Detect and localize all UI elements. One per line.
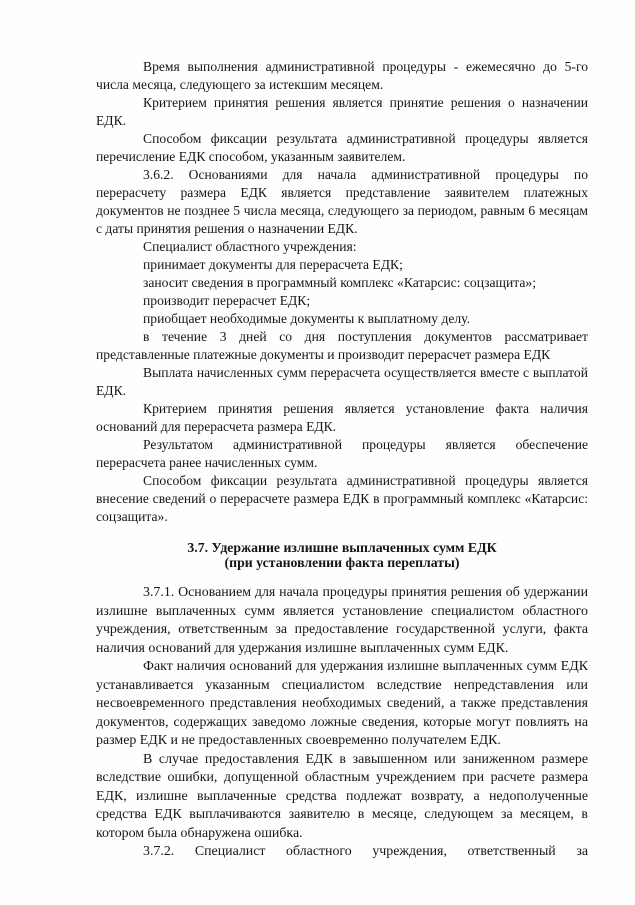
paragraph: Факт наличия оснований для удержания излишне выплаченных сумм ЕДК устанавливается указанным специалистом вследствие непредставления или несвоевременного представления необходимых сведений, а также представления документов, содержащих заведомо ложные сведения, которые могут повлиять на размер ЕДК и не предоставленных своевременно получателем ЕДК. — [96, 659, 588, 748]
paragraph: 3.6.2. Основаниями для начала административной процедуры по перерасчету размера ЕДК является представление заявителем платежных документов не позднее 5 числа месяца, следующего за периодом, равным 6 месяцам с даты принятия решения о назначении ЕДК. — [96, 167, 588, 236]
list-item: Специалист областного учреждения: — [143, 239, 357, 254]
paragraph: Результатом административной процедуры является обеспечение перерасчета ранее начисленных сумм. — [96, 437, 588, 470]
document-body — [96, 58, 588, 862]
list-item: производит перерасчет ЕДК; — [143, 293, 311, 308]
list-item: приобщает необходимые документы к выплатному делу. — [143, 311, 471, 326]
section-heading-line1: 3.7. Удержание излишне выплаченных сумм ЕДК — [187, 540, 497, 555]
list-item: принимает документы для перерасчета ЕДК; — [143, 257, 403, 272]
paragraph: Критерием принятия решения является установление факта наличия оснований для перерасчета размера ЕДК. — [96, 401, 588, 434]
paragraph: Выплата начисленных сумм перерасчета осуществляется вместе с выплатой ЕДК. — [96, 365, 588, 398]
section-heading-line2: (при установлении факта переплаты) — [224, 555, 460, 570]
section-heading — [96, 540, 588, 570]
paragraph: Критерием принятия решения является принятие решения о назначении ЕДК. — [96, 95, 588, 128]
paragraph: Способом фиксации результата административной процедуры является перечисление ЕДК способом, указанным заявителем. — [96, 131, 588, 164]
paragraph: в течение 3 дней со дня поступления документов рассматривает представленные платежные документы и производит перерасчет размера ЕДК — [96, 329, 588, 362]
paragraph: 3.7.2. Специалист областного учреждения, ответственный за — [143, 844, 588, 859]
section-body — [96, 584, 588, 862]
list-item: заносит сведения в программный комплекс «Катарсис: соцзащита»; — [143, 275, 537, 290]
paragraph: 3.7.1. Основанием для начала процедуры принятия решения об удержании излишне выплаченных сумм является установление специалистом областного учреждения, ответственным за предоставление государственной услуги, факта наличия оснований для удержания излишне выплаченных сумм ЕДК. — [96, 585, 588, 656]
paragraph: Время выполнения административной процедуры - ежемесячно до 5-го числа месяца, следующего за истекшим месяцем. — [96, 59, 588, 92]
paragraph: В случае предоставления ЕДК в завышенном или заниженном размере вследствие ошибки, допущенной областным учреждением при расчете размера ЕДК, излишне выплаченные средства подлежат возврату, а недополученные средства ЕДК выплачиваются заявителю в месяце, следующем за месяцем, в котором была обнаружена ошибка. — [96, 751, 588, 841]
paragraph: Способом фиксации результата административной процедуры является внесение сведений о перерасчете размера ЕДК в программный комплекс «Катарсис: соцзащита». — [96, 473, 588, 524]
